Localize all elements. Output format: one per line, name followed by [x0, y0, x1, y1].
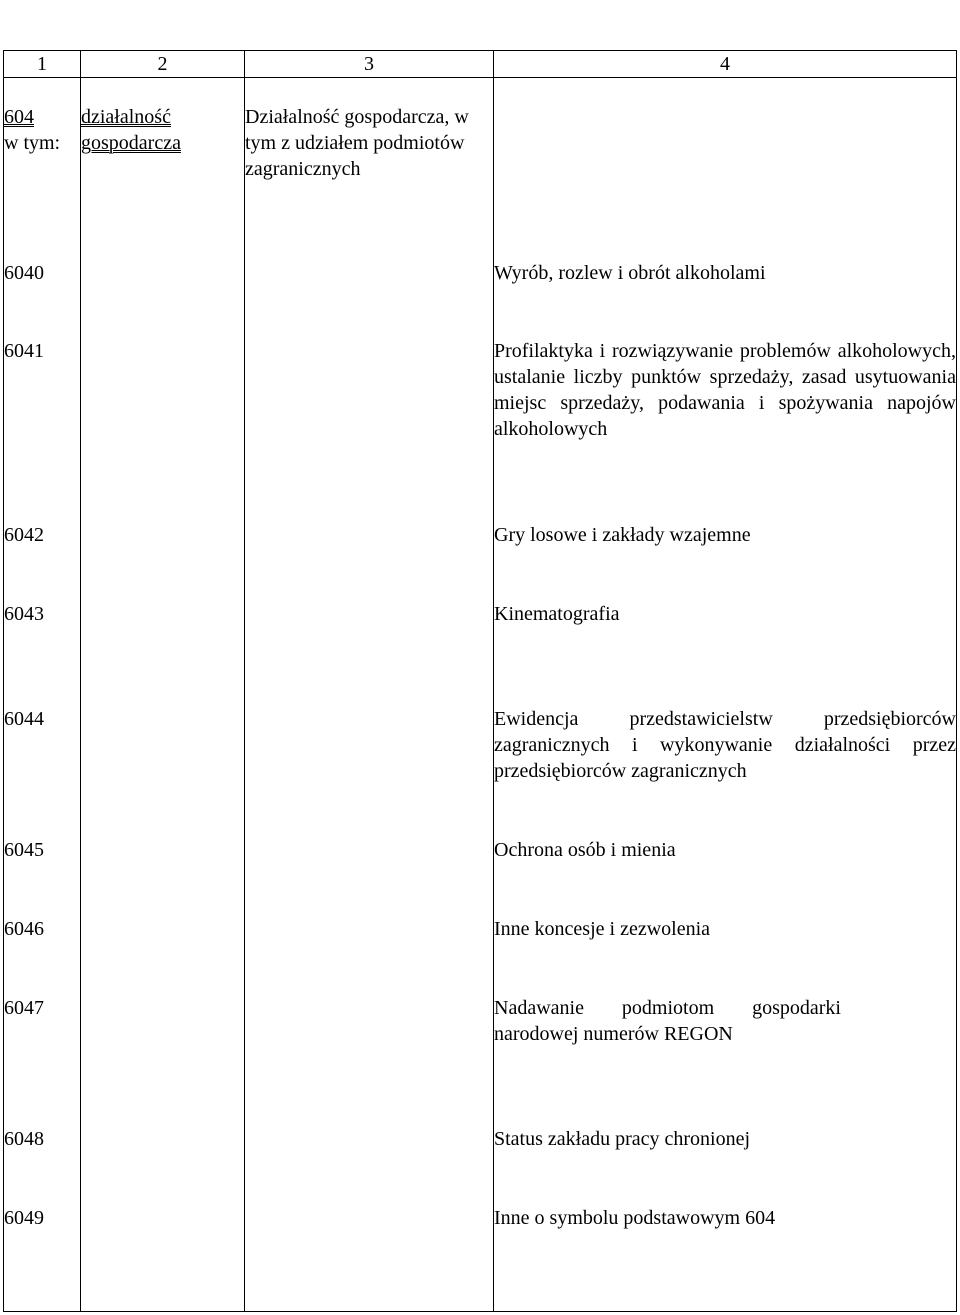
table-header-row	[4, 51, 957, 78]
main-entry-symbol-line1: działalność	[81, 106, 171, 128]
main-entry-code: 604	[4, 106, 34, 128]
table-row	[4, 995, 957, 1126]
main-entry-description: Działalność gospodarcza, w tym z udziałem podmiotów zagranicznych	[245, 106, 469, 180]
row-code: 6046	[4, 916, 81, 995]
row-code: 6042	[4, 522, 81, 601]
table-row	[4, 837, 957, 916]
row-code: 6043	[4, 601, 81, 706]
table-row	[4, 1126, 957, 1205]
row-description: Inne o symbolu podstawowym 604	[494, 1205, 957, 1312]
row-code: 6044	[4, 706, 81, 837]
row-code: 6048	[4, 1126, 81, 1205]
row-description: Ewidencja przedstawicielstw przedsiębiorców zagranicznych i wykonywanie działalności przez przedsiębiorców zagranicznych	[494, 706, 957, 837]
table-row	[4, 916, 957, 995]
table-row	[4, 338, 957, 522]
table-row	[4, 1205, 957, 1312]
column-number-2: 2	[81, 51, 245, 78]
main-entry-symbol-line2: gospodarcza	[81, 132, 181, 154]
row-code: 6047	[4, 995, 81, 1126]
row-description: Gry losowe i zakłady wzajemne	[494, 522, 957, 601]
row-code: 6045	[4, 837, 81, 916]
row-code: 6040	[4, 260, 81, 338]
row-description: Ochrona osób i mienia	[494, 837, 957, 916]
row-description: Wyrób, rozlew i obrót alkoholami	[494, 260, 957, 338]
row-description: Inne koncesje i zezwolenia	[494, 916, 957, 995]
table-row	[4, 706, 957, 837]
main-entry-code-suffix: w tym:	[4, 132, 61, 154]
table-row	[4, 260, 957, 338]
row-description: Nadawanie podmiotom gospodarki narodowej numerów REGON	[494, 995, 957, 1126]
row-description: Status zakładu pracy chronionej	[494, 1126, 957, 1205]
classification-table	[3, 50, 957, 1312]
row-description: Profilaktyka i rozwiązywanie problemów alkoholowych, ustalanie liczby punktów sprzedaży, zasad usytuowania miejsc sprzedaży, podawania i spożywania napojów alkoholowych	[494, 338, 957, 522]
main-entry-row	[4, 78, 957, 260]
column-number-3: 3	[245, 51, 494, 78]
column-number-1: 1	[4, 51, 81, 78]
row-description: Kinematografia	[494, 601, 957, 706]
column-number-4: 4	[494, 51, 957, 78]
table-row	[4, 601, 957, 706]
row-code: 6049	[4, 1205, 81, 1312]
row-code: 6041	[4, 338, 81, 522]
table-row	[4, 522, 957, 601]
